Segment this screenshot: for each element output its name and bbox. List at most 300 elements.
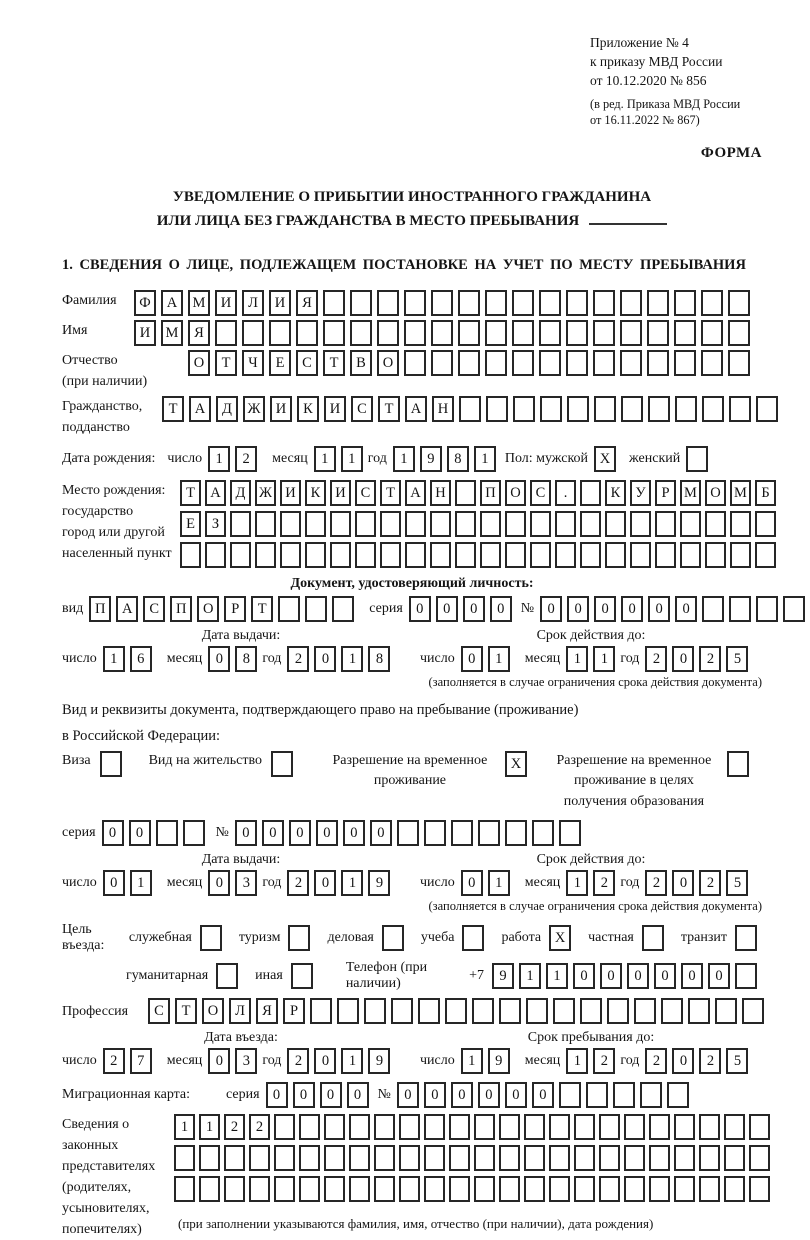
patronymic-cell[interactable]: Т — [323, 350, 345, 376]
profession-cell[interactable]: Л — [229, 998, 251, 1024]
doc-expiry-month-cells[interactable] — [566, 646, 620, 672]
permit-number-cell[interactable] — [424, 820, 446, 846]
profession-cell[interactable] — [364, 998, 386, 1024]
birthplace-cell[interactable] — [380, 542, 401, 568]
char-cell[interactable]: 0 — [672, 1048, 694, 1074]
patronymic-cell[interactable] — [620, 350, 642, 376]
migration-number-cell[interactable]: 0 — [424, 1082, 446, 1108]
representative-cell[interactable] — [274, 1176, 295, 1202]
birthplace-cell[interactable] — [555, 542, 576, 568]
representative-cell[interactable] — [249, 1176, 270, 1202]
char-cell[interactable]: 2 — [287, 646, 309, 672]
profession-cell[interactable]: Я — [256, 998, 278, 1024]
doc-type-cell[interactable]: О — [197, 596, 219, 622]
char-cell[interactable]: 1 — [566, 646, 588, 672]
permit-number-cell[interactable] — [505, 820, 527, 846]
birthplace-cell[interactable] — [480, 542, 501, 568]
citizenship-cell[interactable]: А — [405, 396, 427, 422]
profession-cell[interactable] — [337, 998, 359, 1024]
profession-cell[interactable] — [580, 998, 602, 1024]
purpose-private-checkbox[interactable] — [642, 925, 669, 951]
profession-cell[interactable]: Р — [283, 998, 305, 1024]
representative-cell[interactable] — [349, 1145, 370, 1171]
surname-cell[interactable] — [539, 290, 561, 316]
profession-cell[interactable]: О — [202, 998, 224, 1024]
char-cell[interactable]: 2 — [103, 1048, 125, 1074]
doc-issue-month-cells[interactable] — [208, 646, 262, 672]
char-cell[interactable]: 0 — [314, 1048, 336, 1074]
permit-series-cells[interactable] — [102, 820, 210, 846]
stay-year-cells[interactable] — [645, 1048, 753, 1074]
phone-cell[interactable] — [735, 963, 757, 989]
char-cell[interactable]: 5 — [726, 870, 748, 896]
surname-cell[interactable] — [512, 290, 534, 316]
representative-cell[interactable] — [624, 1145, 645, 1171]
surname-cell[interactable] — [404, 290, 426, 316]
representative-cell[interactable] — [349, 1176, 370, 1202]
char-cell[interactable]: 2 — [287, 870, 309, 896]
doc-type-cell[interactable]: Р — [224, 596, 246, 622]
migration-number-cell[interactable]: 0 — [532, 1082, 554, 1108]
representatives-row2-cells[interactable] — [174, 1145, 774, 1171]
birthplace-cell[interactable] — [380, 511, 401, 537]
char-cell[interactable]: 2 — [593, 1048, 615, 1074]
citizenship-cell[interactable]: Н — [432, 396, 454, 422]
citizenship-cell[interactable]: Д — [216, 396, 238, 422]
representative-cell[interactable] — [549, 1176, 570, 1202]
birth-month-cell[interactable]: 1 — [314, 446, 336, 472]
stay-month-cells[interactable] — [566, 1048, 620, 1074]
representative-cell[interactable] — [249, 1145, 270, 1171]
char-cell[interactable]: 8 — [368, 646, 390, 672]
surname-cell[interactable] — [323, 290, 345, 316]
representative-cell[interactable] — [324, 1145, 345, 1171]
sex-female-checkbox-cell[interactable] — [686, 446, 708, 472]
permit-number-cell[interactable]: 0 — [289, 820, 311, 846]
birthplace-cell[interactable] — [355, 511, 376, 537]
patronymic-cell[interactable] — [566, 350, 588, 376]
migration-series-cell[interactable]: 0 — [293, 1082, 315, 1108]
surname-cell[interactable] — [728, 290, 750, 316]
representative-cell[interactable] — [424, 1176, 445, 1202]
birthplace-cell[interactable]: Т — [380, 480, 401, 506]
birthplace-cell[interactable]: С — [355, 480, 376, 506]
birthplace-cell[interactable] — [330, 511, 351, 537]
doc-number-cell[interactable]: 0 — [567, 596, 589, 622]
char-cell[interactable] — [200, 925, 222, 951]
birthplace-cell[interactable] — [405, 511, 426, 537]
representative-cell[interactable] — [674, 1176, 695, 1202]
name-cell[interactable] — [485, 320, 507, 346]
birthplace-cell[interactable] — [280, 542, 301, 568]
birthplace-cell[interactable] — [505, 511, 526, 537]
birthplace-cell[interactable]: И — [280, 480, 301, 506]
citizenship-cell[interactable] — [621, 396, 643, 422]
birth-year-cells[interactable] — [393, 446, 501, 472]
citizenship-cell[interactable]: К — [297, 396, 319, 422]
phone-cell[interactable]: 0 — [681, 963, 703, 989]
citizenship-cell[interactable] — [648, 396, 670, 422]
migration-series-cell[interactable]: 0 — [320, 1082, 342, 1108]
permit-expiry-day-cells[interactable] — [461, 870, 515, 896]
representative-cell[interactable] — [424, 1145, 445, 1171]
phone-cell[interactable]: 0 — [654, 963, 676, 989]
purpose-humanitarian-checkbox[interactable] — [216, 963, 243, 989]
citizenship-cell[interactable]: С — [351, 396, 373, 422]
representative-cell[interactable] — [499, 1176, 520, 1202]
char-cell[interactable]: 1 — [130, 870, 152, 896]
doc-series-cell[interactable]: 0 — [490, 596, 512, 622]
patronymic-cell[interactable]: О — [188, 350, 210, 376]
birthplace-cell[interactable]: У — [630, 480, 651, 506]
char-cell[interactable]: 0 — [672, 646, 694, 672]
patronymic-cell[interactable] — [431, 350, 453, 376]
surname-cell[interactable] — [458, 290, 480, 316]
representative-cell[interactable] — [449, 1176, 470, 1202]
birthplace-cell[interactable] — [455, 511, 476, 537]
citizenship-cell[interactable] — [702, 396, 724, 422]
birthplace-cell[interactable] — [405, 542, 426, 568]
char-cell[interactable]: 0 — [208, 646, 230, 672]
phone-cell[interactable]: 0 — [627, 963, 649, 989]
profession-cell[interactable] — [661, 998, 683, 1024]
citizenship-cell[interactable]: И — [324, 396, 346, 422]
birth-year-cell[interactable]: 9 — [420, 446, 442, 472]
phone-cell[interactable]: 9 — [492, 963, 514, 989]
birthplace-cell[interactable]: . — [555, 480, 576, 506]
birthplace-cell[interactable] — [655, 542, 676, 568]
phone-cells[interactable] — [492, 963, 762, 989]
patronymic-cell[interactable] — [647, 350, 669, 376]
doc-number-cell[interactable] — [702, 596, 724, 622]
representative-cell[interactable] — [549, 1114, 570, 1140]
name-cell[interactable] — [242, 320, 264, 346]
migration-number-cell[interactable]: 0 — [505, 1082, 527, 1108]
char-cell[interactable] — [291, 963, 313, 989]
entry-year-cells[interactable] — [287, 1048, 395, 1074]
representative-cell[interactable] — [674, 1114, 695, 1140]
birthplace-cell[interactable] — [455, 480, 476, 506]
char-cell[interactable]: 0 — [208, 1048, 230, 1074]
char-cell[interactable]: 2 — [593, 870, 615, 896]
doc-type-cells[interactable] — [89, 596, 359, 622]
name-cells[interactable] — [134, 320, 755, 346]
birthplace-cell[interactable]: К — [305, 480, 326, 506]
representative-cell[interactable] — [674, 1145, 695, 1171]
permit-issue-month-cells[interactable] — [208, 870, 262, 896]
representative-cell[interactable] — [499, 1114, 520, 1140]
name-cell[interactable] — [593, 320, 615, 346]
purpose-study-checkbox[interactable] — [462, 925, 489, 951]
birthplace-cell[interactable]: О — [705, 480, 726, 506]
char-cell[interactable]: 0 — [314, 870, 336, 896]
profession-cell[interactable] — [688, 998, 710, 1024]
temp-permit-checkbox[interactable] — [505, 751, 532, 777]
representative-cell[interactable] — [724, 1114, 745, 1140]
permit-series-cell[interactable]: 0 — [129, 820, 151, 846]
char-cell[interactable]: 2 — [645, 870, 667, 896]
profession-cell[interactable] — [715, 998, 737, 1024]
birthplace-cell[interactable] — [180, 542, 201, 568]
birthplace-cell[interactable] — [705, 511, 726, 537]
representative-cell[interactable] — [624, 1176, 645, 1202]
migration-number-cell[interactable]: 0 — [478, 1082, 500, 1108]
birthplace-cell[interactable] — [680, 542, 701, 568]
permit-expiry-month-cells[interactable] — [566, 870, 620, 896]
birthplace-cell[interactable] — [730, 542, 751, 568]
birthplace-cell[interactable]: Ж — [255, 480, 276, 506]
permit-expiry-year-cells[interactable] — [645, 870, 753, 896]
char-cell[interactable]: 6 — [130, 646, 152, 672]
doc-type-cell[interactable] — [278, 596, 300, 622]
citizenship-cell[interactable] — [459, 396, 481, 422]
char-cell[interactable] — [462, 925, 484, 951]
doc-type-cell[interactable]: Т — [251, 596, 273, 622]
birthplace-cell[interactable] — [280, 511, 301, 537]
doc-series-cells[interactable] — [409, 596, 517, 622]
birthplace-row3-cells[interactable] — [180, 542, 780, 568]
surname-cell[interactable] — [350, 290, 372, 316]
doc-type-cell[interactable]: А — [116, 596, 138, 622]
representative-cell[interactable] — [724, 1145, 745, 1171]
birthplace-cell[interactable]: О — [505, 480, 526, 506]
patronymic-cell[interactable] — [485, 350, 507, 376]
representative-cell[interactable] — [274, 1114, 295, 1140]
birth-month-cells[interactable] — [314, 446, 368, 472]
representative-cell[interactable] — [749, 1176, 770, 1202]
birthplace-cell[interactable]: П — [480, 480, 501, 506]
birthplace-row2-cells[interactable] — [180, 511, 780, 537]
sex-male-checkbox[interactable] — [594, 446, 621, 472]
sex-male-checkbox-cell[interactable]: X — [594, 446, 616, 472]
char-cell[interactable]: 2 — [699, 1048, 721, 1074]
permit-number-cell[interactable]: 0 — [343, 820, 365, 846]
citizenship-cells[interactable] — [162, 396, 783, 422]
surname-cell[interactable]: И — [215, 290, 237, 316]
doc-number-cell[interactable]: 0 — [594, 596, 616, 622]
birthplace-cell[interactable] — [505, 542, 526, 568]
profession-cell[interactable] — [445, 998, 467, 1024]
surname-cell[interactable] — [620, 290, 642, 316]
doc-number-cell[interactable] — [756, 596, 778, 622]
profession-cells[interactable] — [148, 998, 769, 1024]
representative-cell[interactable] — [549, 1145, 570, 1171]
name-cell[interactable] — [647, 320, 669, 346]
profession-cell[interactable] — [310, 998, 332, 1024]
birthplace-cell[interactable]: М — [730, 480, 751, 506]
surname-cell[interactable] — [674, 290, 696, 316]
migration-number-cell[interactable] — [559, 1082, 581, 1108]
char-cell[interactable]: 9 — [488, 1048, 510, 1074]
migration-series-cells[interactable] — [266, 1082, 374, 1108]
char-cell[interactable]: 1 — [461, 1048, 483, 1074]
birth-year-cell[interactable]: 1 — [474, 446, 496, 472]
permit-number-cell[interactable] — [478, 820, 500, 846]
representative-cell[interactable] — [749, 1114, 770, 1140]
patronymic-cell[interactable]: Т — [215, 350, 237, 376]
birthplace-cell[interactable]: К — [605, 480, 626, 506]
permit-issue-day-cells[interactable] — [103, 870, 157, 896]
doc-type-cell[interactable] — [332, 596, 354, 622]
name-cell[interactable] — [539, 320, 561, 346]
birthplace-cell[interactable] — [430, 511, 451, 537]
char-cell[interactable]: 0 — [314, 646, 336, 672]
sex-female-checkbox[interactable] — [686, 446, 713, 472]
doc-number-cell[interactable]: 0 — [675, 596, 697, 622]
representative-cell[interactable] — [299, 1114, 320, 1140]
profession-cell[interactable] — [607, 998, 629, 1024]
representative-cell[interactable] — [399, 1114, 420, 1140]
char-cell[interactable] — [382, 925, 404, 951]
representative-cell[interactable] — [224, 1145, 245, 1171]
migration-number-cell[interactable]: 0 — [397, 1082, 419, 1108]
birthplace-cell[interactable]: И — [330, 480, 351, 506]
char-cell[interactable]: 2 — [645, 1048, 667, 1074]
doc-expiry-year-cells[interactable] — [645, 646, 753, 672]
name-cell[interactable] — [620, 320, 642, 346]
char-cell[interactable] — [735, 925, 757, 951]
surname-cell[interactable] — [485, 290, 507, 316]
residence-permit-checkbox[interactable] — [271, 751, 298, 777]
phone-cell[interactable]: 0 — [573, 963, 595, 989]
surname-cell[interactable]: М — [188, 290, 210, 316]
representative-cell[interactable]: 2 — [224, 1114, 245, 1140]
representative-cell[interactable] — [474, 1145, 495, 1171]
migration-series-cell[interactable]: 0 — [266, 1082, 288, 1108]
patronymic-cell[interactable] — [701, 350, 723, 376]
birthplace-cell[interactable] — [730, 511, 751, 537]
representative-cell[interactable] — [299, 1176, 320, 1202]
surname-cell[interactable]: Ф — [134, 290, 156, 316]
representative-cell[interactable] — [374, 1176, 395, 1202]
representative-cell[interactable] — [299, 1145, 320, 1171]
name-cell[interactable] — [512, 320, 534, 346]
profession-cell[interactable] — [742, 998, 764, 1024]
doc-issue-year-cells[interactable] — [287, 646, 395, 672]
profession-cell[interactable] — [391, 998, 413, 1024]
entry-day-cells[interactable] — [103, 1048, 157, 1074]
representative-cell[interactable] — [349, 1114, 370, 1140]
patronymic-cell[interactable] — [458, 350, 480, 376]
name-cell[interactable]: Я — [188, 320, 210, 346]
purpose-commercial-checkbox[interactable] — [382, 925, 409, 951]
doc-number-cell[interactable]: 0 — [621, 596, 643, 622]
surname-cell[interactable]: А — [161, 290, 183, 316]
migration-number-cell[interactable] — [640, 1082, 662, 1108]
patronymic-cell[interactable]: О — [377, 350, 399, 376]
birthplace-cell[interactable]: А — [205, 480, 226, 506]
representative-cell[interactable] — [374, 1114, 395, 1140]
char-cell[interactable]: 1 — [566, 870, 588, 896]
representative-cell[interactable] — [324, 1176, 345, 1202]
permit-number-cell[interactable] — [559, 820, 581, 846]
representative-cell[interactable] — [474, 1176, 495, 1202]
doc-series-cell[interactable]: 0 — [436, 596, 458, 622]
phone-cell[interactable]: 0 — [708, 963, 730, 989]
permit-number-cell[interactable] — [397, 820, 419, 846]
birthplace-cell[interactable] — [255, 542, 276, 568]
profession-cell[interactable] — [526, 998, 548, 1024]
surname-cell[interactable] — [701, 290, 723, 316]
birthplace-cell[interactable] — [605, 511, 626, 537]
doc-type-cell[interactable]: П — [170, 596, 192, 622]
representative-cell[interactable] — [699, 1114, 720, 1140]
birthplace-cell[interactable]: А — [405, 480, 426, 506]
profession-cell[interactable] — [553, 998, 575, 1024]
purpose-transit-checkbox[interactable] — [735, 925, 762, 951]
char-cell[interactable] — [216, 963, 238, 989]
profession-cell[interactable] — [418, 998, 440, 1024]
char-cell[interactable]: 2 — [699, 646, 721, 672]
patronymic-cell[interactable] — [593, 350, 615, 376]
citizenship-cell[interactable]: А — [189, 396, 211, 422]
citizenship-cell[interactable] — [567, 396, 589, 422]
name-cell[interactable] — [323, 320, 345, 346]
migration-series-cell[interactable]: 0 — [347, 1082, 369, 1108]
doc-expiry-day-cells[interactable] — [461, 646, 515, 672]
char-cell[interactable]: 5 — [726, 1048, 748, 1074]
birthplace-cell[interactable] — [230, 542, 251, 568]
representative-cell[interactable]: 1 — [174, 1114, 195, 1140]
char-cell[interactable]: 9 — [368, 870, 390, 896]
citizenship-cell[interactable]: Т — [162, 396, 184, 422]
representative-cell[interactable] — [449, 1114, 470, 1140]
char-cell[interactable]: 3 — [235, 1048, 257, 1074]
char-cell[interactable]: 0 — [461, 646, 483, 672]
char-cell[interactable]: 2 — [699, 870, 721, 896]
char-cell[interactable]: 1 — [488, 646, 510, 672]
birth-day-cells[interactable] — [208, 446, 262, 472]
representative-cell[interactable] — [499, 1145, 520, 1171]
name-cell[interactable] — [269, 320, 291, 346]
birth-day-cell[interactable]: 2 — [235, 446, 257, 472]
birthplace-cell[interactable]: З — [205, 511, 226, 537]
doc-type-cell[interactable]: С — [143, 596, 165, 622]
permit-number-cell[interactable]: 0 — [262, 820, 284, 846]
name-cell[interactable]: И — [134, 320, 156, 346]
permit-number-cells[interactable] — [235, 820, 586, 846]
birthplace-cell[interactable]: Н — [430, 480, 451, 506]
permit-issue-year-cells[interactable] — [287, 870, 395, 896]
citizenship-cell[interactable] — [675, 396, 697, 422]
birthplace-cell[interactable] — [580, 480, 601, 506]
birthplace-cell[interactable] — [305, 511, 326, 537]
patronymic-cell[interactable] — [404, 350, 426, 376]
temp-permit-checkbox-cell[interactable]: X — [505, 751, 527, 777]
purpose-work-checkbox[interactable] — [549, 925, 576, 951]
representative-cell[interactable] — [524, 1145, 545, 1171]
representative-cell[interactable] — [399, 1145, 420, 1171]
birthplace-cell[interactable] — [480, 511, 501, 537]
patronymic-cell[interactable] — [674, 350, 696, 376]
birthplace-cell[interactable] — [430, 542, 451, 568]
citizenship-cell[interactable] — [540, 396, 562, 422]
patronymic-cell[interactable]: В — [350, 350, 372, 376]
representative-cell[interactable] — [699, 1145, 720, 1171]
birthplace-cell[interactable]: Д — [230, 480, 251, 506]
char-cell[interactable]: 2 — [645, 646, 667, 672]
phone-cell[interactable]: 1 — [519, 963, 541, 989]
name-cell[interactable] — [674, 320, 696, 346]
char-cell[interactable] — [642, 925, 664, 951]
birthplace-cell[interactable]: С — [530, 480, 551, 506]
birthplace-cell[interactable] — [630, 542, 651, 568]
representative-cell[interactable] — [324, 1114, 345, 1140]
representative-cell[interactable] — [749, 1145, 770, 1171]
citizenship-cell[interactable] — [756, 396, 778, 422]
phone-cell[interactable]: 0 — [600, 963, 622, 989]
visa-checkbox[interactable] — [100, 751, 127, 777]
